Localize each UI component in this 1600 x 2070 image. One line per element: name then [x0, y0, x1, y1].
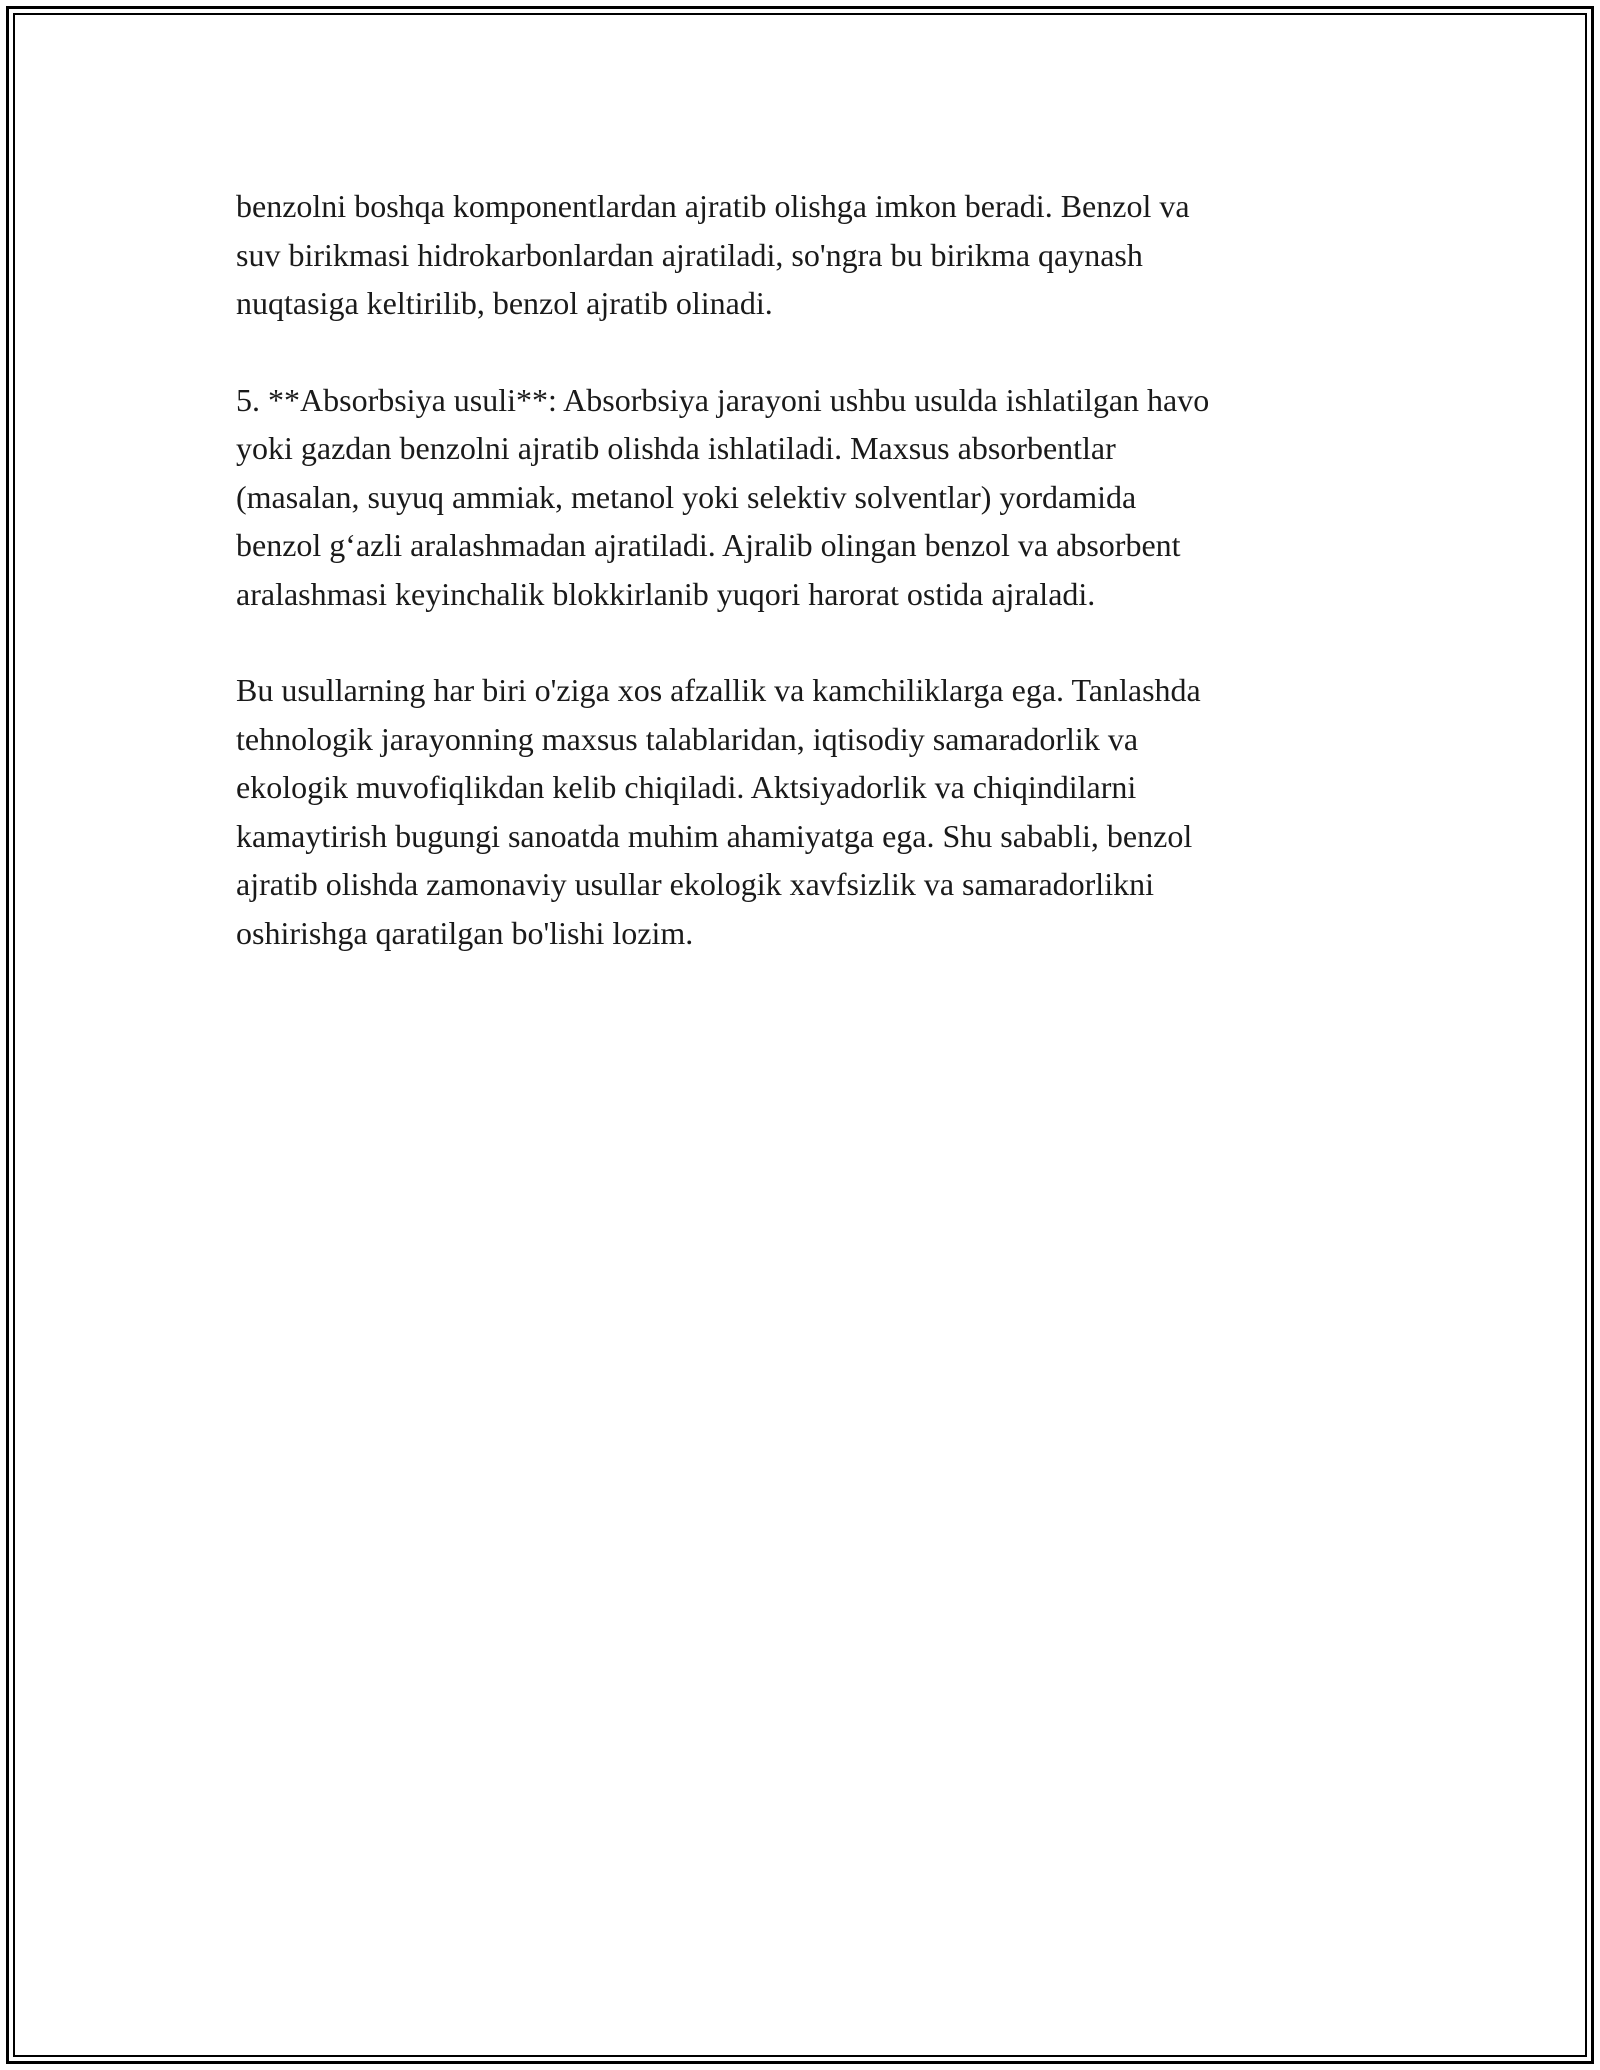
paragraph-continuation: benzolni boshqa komponentlardan ajratib olishga imkon beradi. Benzol va suv birikmasi hidrokarbonlardan ajratiladi, so'ngra bu birikma qaynash nuqtasiga keltirilib, benzol ajratib olinadi.	[236, 188, 1190, 321]
page-body	[236, 182, 1376, 1005]
paragraph-absorbsiya-method: 5. **Absorbsiya usuli**: Absorbsiya jarayoni ushbu usulda ishlatilgan havo yoki gazdan benzolni ajratib olishda ishlatiladi. Maxsus absorbentlar (masalan, suyuq ammiak, metanol yoki selektiv solventlar) yordamida benzol g‘azli aralashmadan ajratiladi. Ajralib olingan benzol va absorbent aralashmasi keyinchalik blokkirlanib yuqori harorat ostida ajraladi.	[236, 381, 1210, 612]
paragraph-conclusion: Bu usullarning har biri o'ziga xos afzallik va kamchiliklarga ega. Tanlashda tehnologik jarayonning maxsus talablaridan, iqtisodiy samaradorlik va ekologik muvofiqlikdan kelib chiqiladi. Aktsiyadorlik va chiqindilarni kamaytirish bugungi sanoatda muhim ahamiyatga ega. Shu sababli, benzol ajratib olishda zamonaviy usullar ekologik xavfsizlik va samaradorlikni oshirishga qaratilgan bo'lishi lozim.	[236, 672, 1201, 951]
